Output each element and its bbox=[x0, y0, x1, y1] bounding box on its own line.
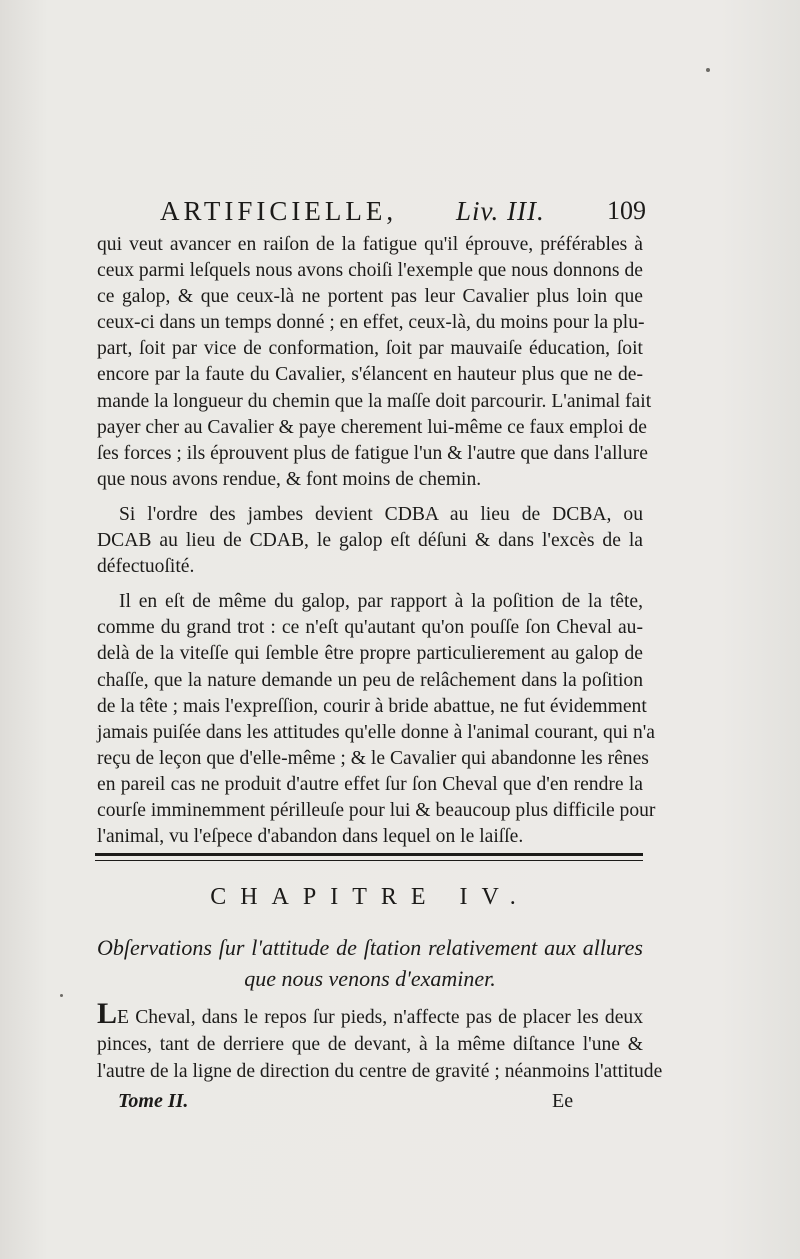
text-line: encore par la faute du Cavalier, s'élancent en hauteur plus que ne de- bbox=[97, 364, 643, 386]
text-line: mande la longueur du chemin que la maſſe doit parcourir. L'animal fait bbox=[97, 390, 652, 412]
text-line: payer cher au Cavalier & paye cherement lui-même ce faux emploi de bbox=[97, 416, 647, 438]
text-line: pinces, tant de derriere que de devant, à la même diſtance l'une & bbox=[97, 1034, 643, 1055]
running-head-book: Liv. III. bbox=[456, 196, 545, 226]
text-line: courſe imminemment périlleuſe pour lui & beaucoup plus difficile pour bbox=[97, 799, 656, 821]
text-line: reçu de leçon que d'elle-même ; & le Cavalier qui abandonne les rênes bbox=[97, 747, 649, 769]
text-line: ceux parmi leſquels nous avons choiſi l'exemple que nous donnons de bbox=[97, 260, 643, 282]
text-line: delà de la viteſſe qui ſemble être propre particulierement au galop de bbox=[97, 643, 643, 665]
text-line: Si l'ordre des jambes devient CDBA au lieu de DCBA, ou bbox=[119, 503, 643, 525]
text-line: Il en eſt de même du galop, par rapport à la poſition de la tête, bbox=[119, 591, 643, 613]
paragraph-3 bbox=[97, 589, 656, 850]
chapter-opening-paragraph bbox=[97, 997, 663, 1085]
text-line: l'autre de la ligne de direction du centre de gravité ; néanmoins l'attitude bbox=[97, 1061, 663, 1082]
text-line: qui veut avancer en raiſon de la fatigue qu'il éprouve, préférables à bbox=[97, 234, 643, 255]
text-line: défectuoſité. bbox=[97, 556, 195, 578]
drop-cap: L bbox=[97, 997, 118, 1030]
text-line: en pareil cas ne produit d'autre effet ſur ſon Cheval que d'en rendre la bbox=[97, 773, 643, 795]
text-line-rest: E Cheval, dans le repos ſur pieds, n'affecte pas de placer les deux bbox=[117, 1007, 643, 1028]
text-line: chaſſe, que la nature demande un peu de relâchement dans la poſition bbox=[97, 669, 643, 691]
text-line: l'animal, vu l'eſpece d'abandon dans lequel on le laiſſe. bbox=[97, 826, 524, 848]
chapter-title: CHAPITRE IV. bbox=[210, 884, 530, 910]
paper-speck bbox=[60, 994, 63, 997]
paragraph-2 bbox=[97, 502, 643, 580]
body-text bbox=[97, 232, 656, 850]
text-line: part, ſoit par vice de conformation, ſoit par mauvaiſe éducation, ſoit bbox=[97, 338, 643, 360]
volume-label: Tome II. bbox=[118, 1090, 189, 1112]
chapter-subtitle-line: que nous venons d'examiner. bbox=[244, 966, 496, 991]
text-line: jamais puiſée dans les attitudes qu'elle donne à l'animal courant, qui n'a bbox=[97, 721, 655, 743]
divider-rule bbox=[95, 853, 643, 856]
paper-speck bbox=[706, 68, 710, 72]
text-line: DCAB au lieu de CDAB, le galop eſt déſuni & dans l'excès de la bbox=[97, 530, 643, 552]
text-line: ſes forces ; ils éprouvent plus de fatigue l'un & l'autre que dans l'allure bbox=[97, 442, 648, 464]
running-head-title: ARTIFICIELLE, bbox=[160, 196, 398, 226]
paragraph-1 bbox=[97, 232, 652, 493]
chapter-subtitle bbox=[97, 932, 643, 994]
running-head bbox=[160, 196, 660, 230]
text-line: comme du grand trot : ce n'eſt qu'autant qu'on pouſſe ſon Cheval au- bbox=[97, 617, 643, 639]
text-line: que nous avons rendue, & font moins de chemin. bbox=[97, 468, 482, 490]
text-line: ce galop, & que ceux-là ne portent pas leur Cavalier plus loin que bbox=[97, 286, 643, 308]
divider-rule bbox=[95, 860, 643, 861]
page-number: 109 bbox=[607, 196, 646, 225]
text-line bbox=[97, 997, 643, 1031]
text-line: de la tête ; mais l'expreſſion, courir à bride abattue, ne fut évidemment bbox=[97, 695, 647, 717]
chapter-subtitle-line: Obſervations ſur l'attitude de ſtation relativement aux allures bbox=[97, 935, 643, 960]
signature-mark: Ee bbox=[552, 1090, 574, 1112]
text-line: ceux-ci dans un temps donné ; en effet, ceux-là, du moins pour la plu- bbox=[97, 312, 645, 334]
